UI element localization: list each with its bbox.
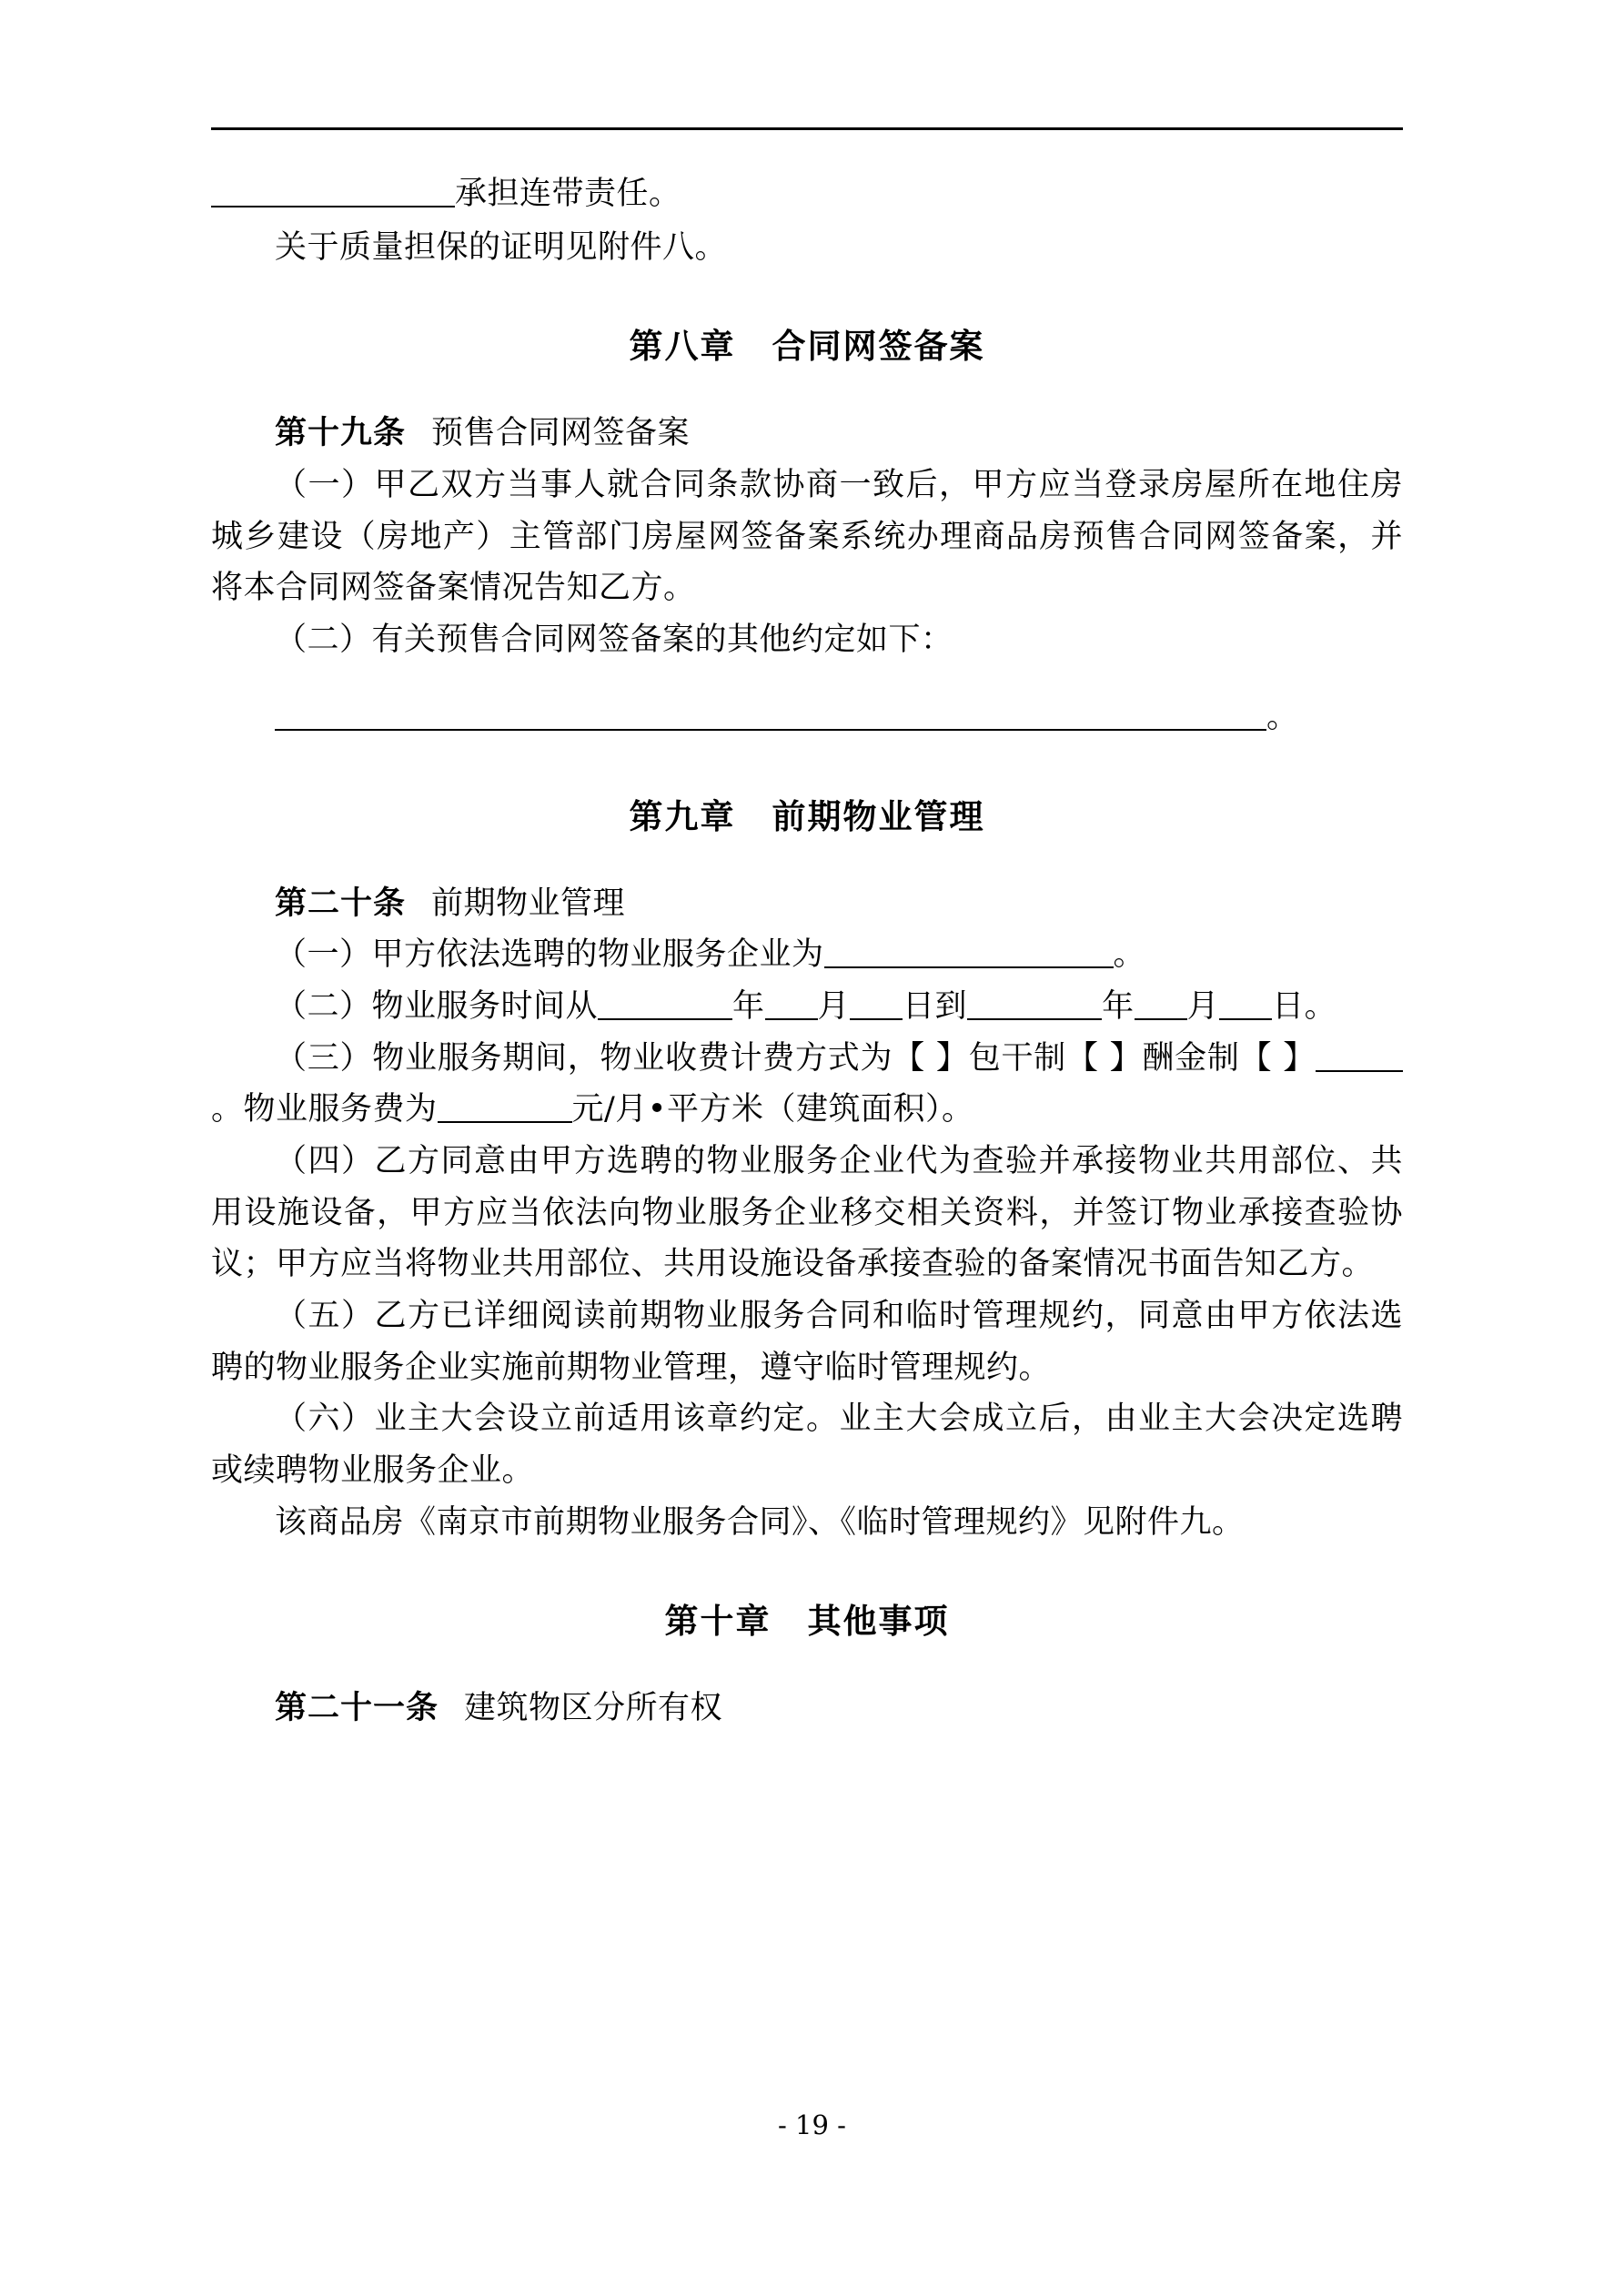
fill-blank-property-company[interactable] bbox=[824, 966, 1114, 968]
article-19-blank-row bbox=[211, 692, 1403, 743]
chapter-9-number: 第九章 bbox=[629, 795, 736, 836]
fill-blank-fee-method-other[interactable] bbox=[1316, 1070, 1403, 1072]
article-20-number: 第二十条 bbox=[275, 884, 407, 922]
chapter-8-name: 合同网签备案 bbox=[772, 326, 985, 367]
article-20-title: 前期物业管理 bbox=[431, 885, 626, 922]
fill-blank-start-year[interactable] bbox=[598, 1018, 732, 1020]
fill-blank[interactable] bbox=[211, 206, 455, 207]
fill-blank-fee-amount[interactable] bbox=[438, 1121, 572, 1123]
article-19-title: 预售合同网签备案 bbox=[431, 415, 691, 452]
article-21-number: 第二十一条 bbox=[275, 1689, 439, 1727]
chapter-10-number: 第十章 bbox=[664, 1601, 772, 1642]
chapter-10-name: 其他事项 bbox=[807, 1601, 950, 1642]
article-20-paragraph-5: （五）乙方已详细阅读前期物业服务合同和临时管理规约，同意由甲方依法选聘的物业服务企业实施前期物业管理，遵守临时管理规约。 bbox=[211, 1298, 1403, 1386]
page-content bbox=[211, 127, 1403, 1735]
chapter-9-name: 前期物业管理 bbox=[772, 795, 985, 836]
fill-blank-end-day[interactable] bbox=[1219, 1018, 1272, 1020]
article-19-paragraph-1: （一）甲乙双方当事人就合同条款协商一致后，甲方应当登录房屋所在地住房城乡建设（房地产）主管部门房屋网签备案系统办理商品房预售合同网签备案，并将本合同网签备案情况告知乙方。 bbox=[211, 467, 1403, 607]
header-rule bbox=[211, 127, 1403, 130]
article-20-paragraph-4: （四）乙方同意由甲方选聘的物业服务企业代为查验并承接物业共用部位、共用设施设备，甲方应当依法向物业服务企业移交相关资料，并签订物业承接查验协议；甲方应当将物业共用部位、共用设施设备承接查验的备案情况书面告知乙方。 bbox=[211, 1142, 1403, 1283]
article-20-p3-mid3: 元/月•平方米（建筑面积）。 bbox=[571, 1091, 974, 1128]
article-20-p2-m4: 年 bbox=[1102, 987, 1135, 1025]
article-20-p2-m2: 月 bbox=[817, 987, 851, 1025]
article-19-heading bbox=[211, 408, 1403, 460]
article-21-heading bbox=[211, 1683, 1403, 1735]
article-20-p2-m3: 日到 bbox=[903, 987, 968, 1025]
article-19-blank-end: 。 bbox=[1266, 698, 1299, 735]
article-20-paragraph-1 bbox=[211, 929, 1403, 981]
continued-line-text: 承担连带责任。 bbox=[455, 176, 681, 212]
page-number: - 19 - bbox=[778, 2109, 846, 2140]
article-20-p2-m1: 年 bbox=[732, 987, 765, 1025]
article-20-p1-post: 。 bbox=[1113, 936, 1146, 974]
fill-blank-end-year[interactable] bbox=[967, 1018, 1102, 1020]
article-20-p2-m6: 日。 bbox=[1272, 987, 1337, 1025]
article-20-p2-pre: （二）物业服务时间从 bbox=[275, 987, 599, 1025]
article-20-heading bbox=[211, 878, 1403, 930]
article-20-p1-pre: （一）甲方依法选聘的物业服务企业为 bbox=[275, 936, 824, 974]
chapter-8-number: 第八章 bbox=[629, 326, 736, 367]
chapter-heading-8 bbox=[211, 319, 1403, 368]
fill-blank-start-day[interactable] bbox=[850, 1018, 903, 1020]
continued-line bbox=[211, 168, 1403, 220]
article-20-paragraph-7: 该商品房《南京市前期物业服务合同》、《临时管理规约》见附件九。 bbox=[275, 1503, 1245, 1541]
article-20-p3-mid1[interactable]: 【 】 bbox=[1239, 1039, 1316, 1077]
fill-blank-start-month[interactable] bbox=[765, 1018, 818, 1020]
chapter-heading-10 bbox=[211, 1593, 1403, 1643]
article-19-number: 第十九条 bbox=[275, 414, 407, 452]
article-20-p2-m5: 月 bbox=[1186, 987, 1220, 1025]
article-20-p3-mid2: 。物业服务费为 bbox=[211, 1091, 438, 1128]
article-20-paragraph-6: （六）业主大会设立前适用该章约定。业主大会成立后，由业主大会决定选聘或续聘物业服务企业。 bbox=[211, 1401, 1403, 1490]
quality-guarantee-note: 关于质量担保的证明见附件八。 bbox=[275, 228, 728, 266]
article-20-p3-pre: （三）物业服务期间，物业收费计费方式为【 】包干制【 】酬金制 bbox=[275, 1039, 1240, 1077]
fill-blank-end-month[interactable] bbox=[1135, 1018, 1187, 1020]
article-21-title: 建筑物区分所有权 bbox=[464, 1690, 723, 1727]
article-19-paragraph-2: （二）有关预售合同网签备案的其他约定如下： bbox=[275, 622, 953, 659]
chapter-heading-9 bbox=[211, 789, 1403, 838]
article-20-paragraph-2 bbox=[211, 981, 1403, 1033]
fill-blank-long[interactable] bbox=[275, 729, 1266, 731]
article-20-paragraph-3 bbox=[211, 1033, 1403, 1136]
